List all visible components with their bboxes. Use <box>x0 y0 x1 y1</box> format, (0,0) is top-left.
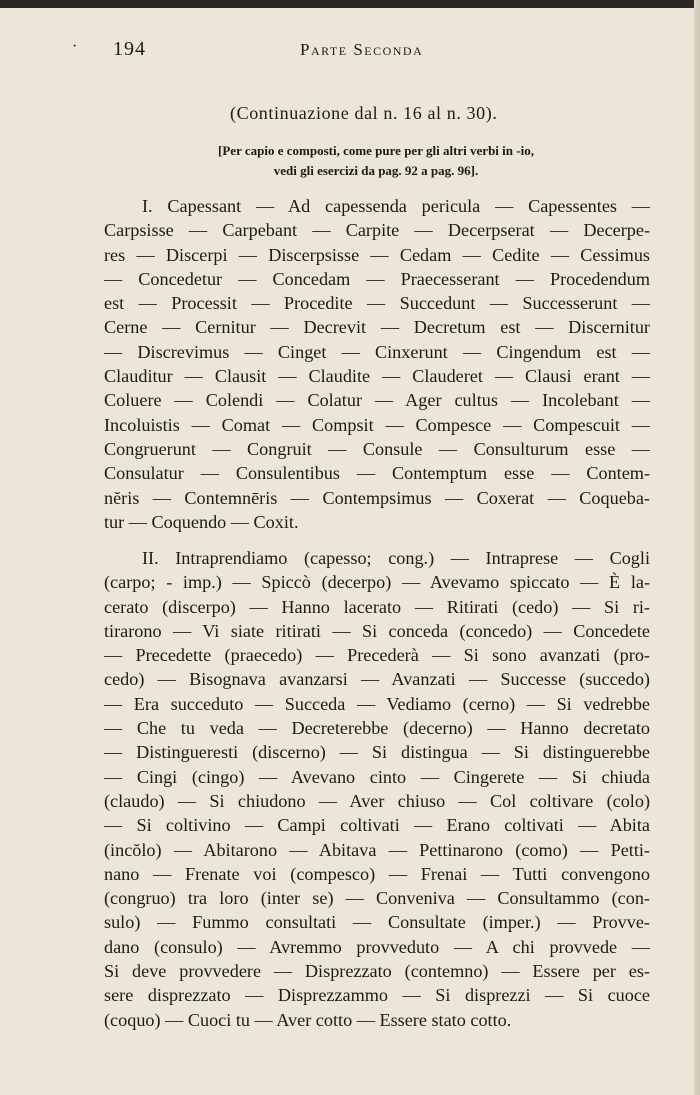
text-line: — Si coltivino — Campi coltivati — Erano coltivati — Abita <box>104 815 650 836</box>
text-line: — Distingueresti (discerno) — Si distingua — Si distinguerebbe <box>104 742 650 763</box>
text-line: Cerne — Cernitur — Decrevit — Decretum est — Discernitur <box>104 317 650 338</box>
text-line: Incoluistis — Comat — Compsit — Compesce — Compescuit — <box>104 414 650 435</box>
text-line: II. Intraprendiamo (capesso; cong.) — Intraprese — Cogli <box>142 548 650 568</box>
continuation-line: (Continuazione dal n. 16 al n. 30). <box>230 103 498 123</box>
exercise-section-2 <box>104 546 650 1032</box>
header-bullet: · <box>72 38 78 55</box>
exercise-section-1 <box>104 194 650 534</box>
text-line: tur — Coquendo — Coxit. <box>104 511 299 532</box>
text-line: (incŏlo) — Abitarono — Abitava — Pettinarono (como) — Petti- <box>104 839 650 860</box>
text-line: (coquo) — Cuoci tu — Aver cotto — Essere stato cotto. <box>104 1009 512 1030</box>
text-line: nano — Frenate voi (compesco) — Frenai — Tutti convengono <box>104 863 650 884</box>
text-line: sulo) — Fummo consultati — Consultate (imper.) — Provve- <box>104 912 650 933</box>
text-line: dano (consulo) — Avremmo provveduto — A chi provvede — <box>104 936 650 957</box>
scan-top-edge <box>0 0 700 8</box>
text-line: tirarono — Vi siate ritirati — Si conceda (concedo) — Concedete <box>104 620 650 641</box>
text-line: (claudo) — Si chiudono — Aver chiuso — Col coltivare (colo) <box>104 790 650 811</box>
text-line: Carpsisse — Carpebant — Carpite — Decerpserat — Decerpe- <box>104 220 650 241</box>
page-right-edge <box>694 0 700 1095</box>
note-line-2: vedi gli esercizi da pag. 92 a pag. 96]. <box>273 163 479 178</box>
text-line: I. Capessant — Ad capessenda pericula — Capessentes — <box>142 196 650 216</box>
page-number: 194 <box>113 38 146 60</box>
text-line: — Discrevimus — Cinget — Cinxerunt — Cingendum est — <box>104 341 650 362</box>
text-line: cedo) — Bisognava avanzarsi — Avanzati — Successe (succedo) <box>104 669 650 690</box>
text-line: Clauditur — Clausit — Claudite — Clauderet — Clausi erant — <box>104 366 650 387</box>
text-line: — Che tu veda — Decreterebbe (decerno) — Hanno decretato <box>104 718 650 739</box>
text-line: Consulatur — Consulentibus — Contemptum esse — Contem- <box>104 463 650 484</box>
text-line: cerato (discerpo) — Hanno lacerato — Ritirati (cedo) — Si ri- <box>104 596 650 617</box>
text-line: — Cingi (cingo) — Avevano cinto — Cingerete — Si chiuda <box>104 766 650 787</box>
text-line: — Era succeduto — Succeda — Vediamo (cerno) — Si vedrebbe <box>104 693 650 714</box>
text-line: (congruo) tra loro (inter se) — Conveniva — Consultammo (con- <box>104 888 650 909</box>
note-line-1: [Per capio e composti, come pure per gli altri verbi in -io, <box>218 143 534 158</box>
text-line: Coluere — Colendi — Colatur — Ager cultus — Incolebant — <box>104 390 650 411</box>
text-line: nĕris — Contemnēris — Contempsimus — Coxerat — Coqueba- <box>104 487 650 508</box>
text-line: sere disprezzato — Disprezzammo — Si disprezzi — Si cuoce <box>104 985 650 1006</box>
text-line: — Concedetur — Concedam — Praecesserant — Procedendum <box>104 268 650 289</box>
running-head: Parte Seconda <box>300 40 424 59</box>
text-line: res — Discerpi — Discerpsisse — Cedam — Cedite — Cessimus <box>104 244 650 265</box>
text-line: Si deve provvedere — Disprezzato (contemno) — Essere per es- <box>104 961 650 982</box>
text-line: est — Processit — Procedite — Succedunt — Successerunt — <box>104 293 650 314</box>
text-line: (carpo; - imp.) — Spiccò (decerpo) — Avevamo spiccato — È la- <box>104 572 650 593</box>
text-line: — Precedette (praecedo) — Precederà — Si sono avanzati (pro- <box>104 645 650 666</box>
text-line: Congruerunt — Congruit — Consule — Consulturum esse — <box>104 438 650 459</box>
